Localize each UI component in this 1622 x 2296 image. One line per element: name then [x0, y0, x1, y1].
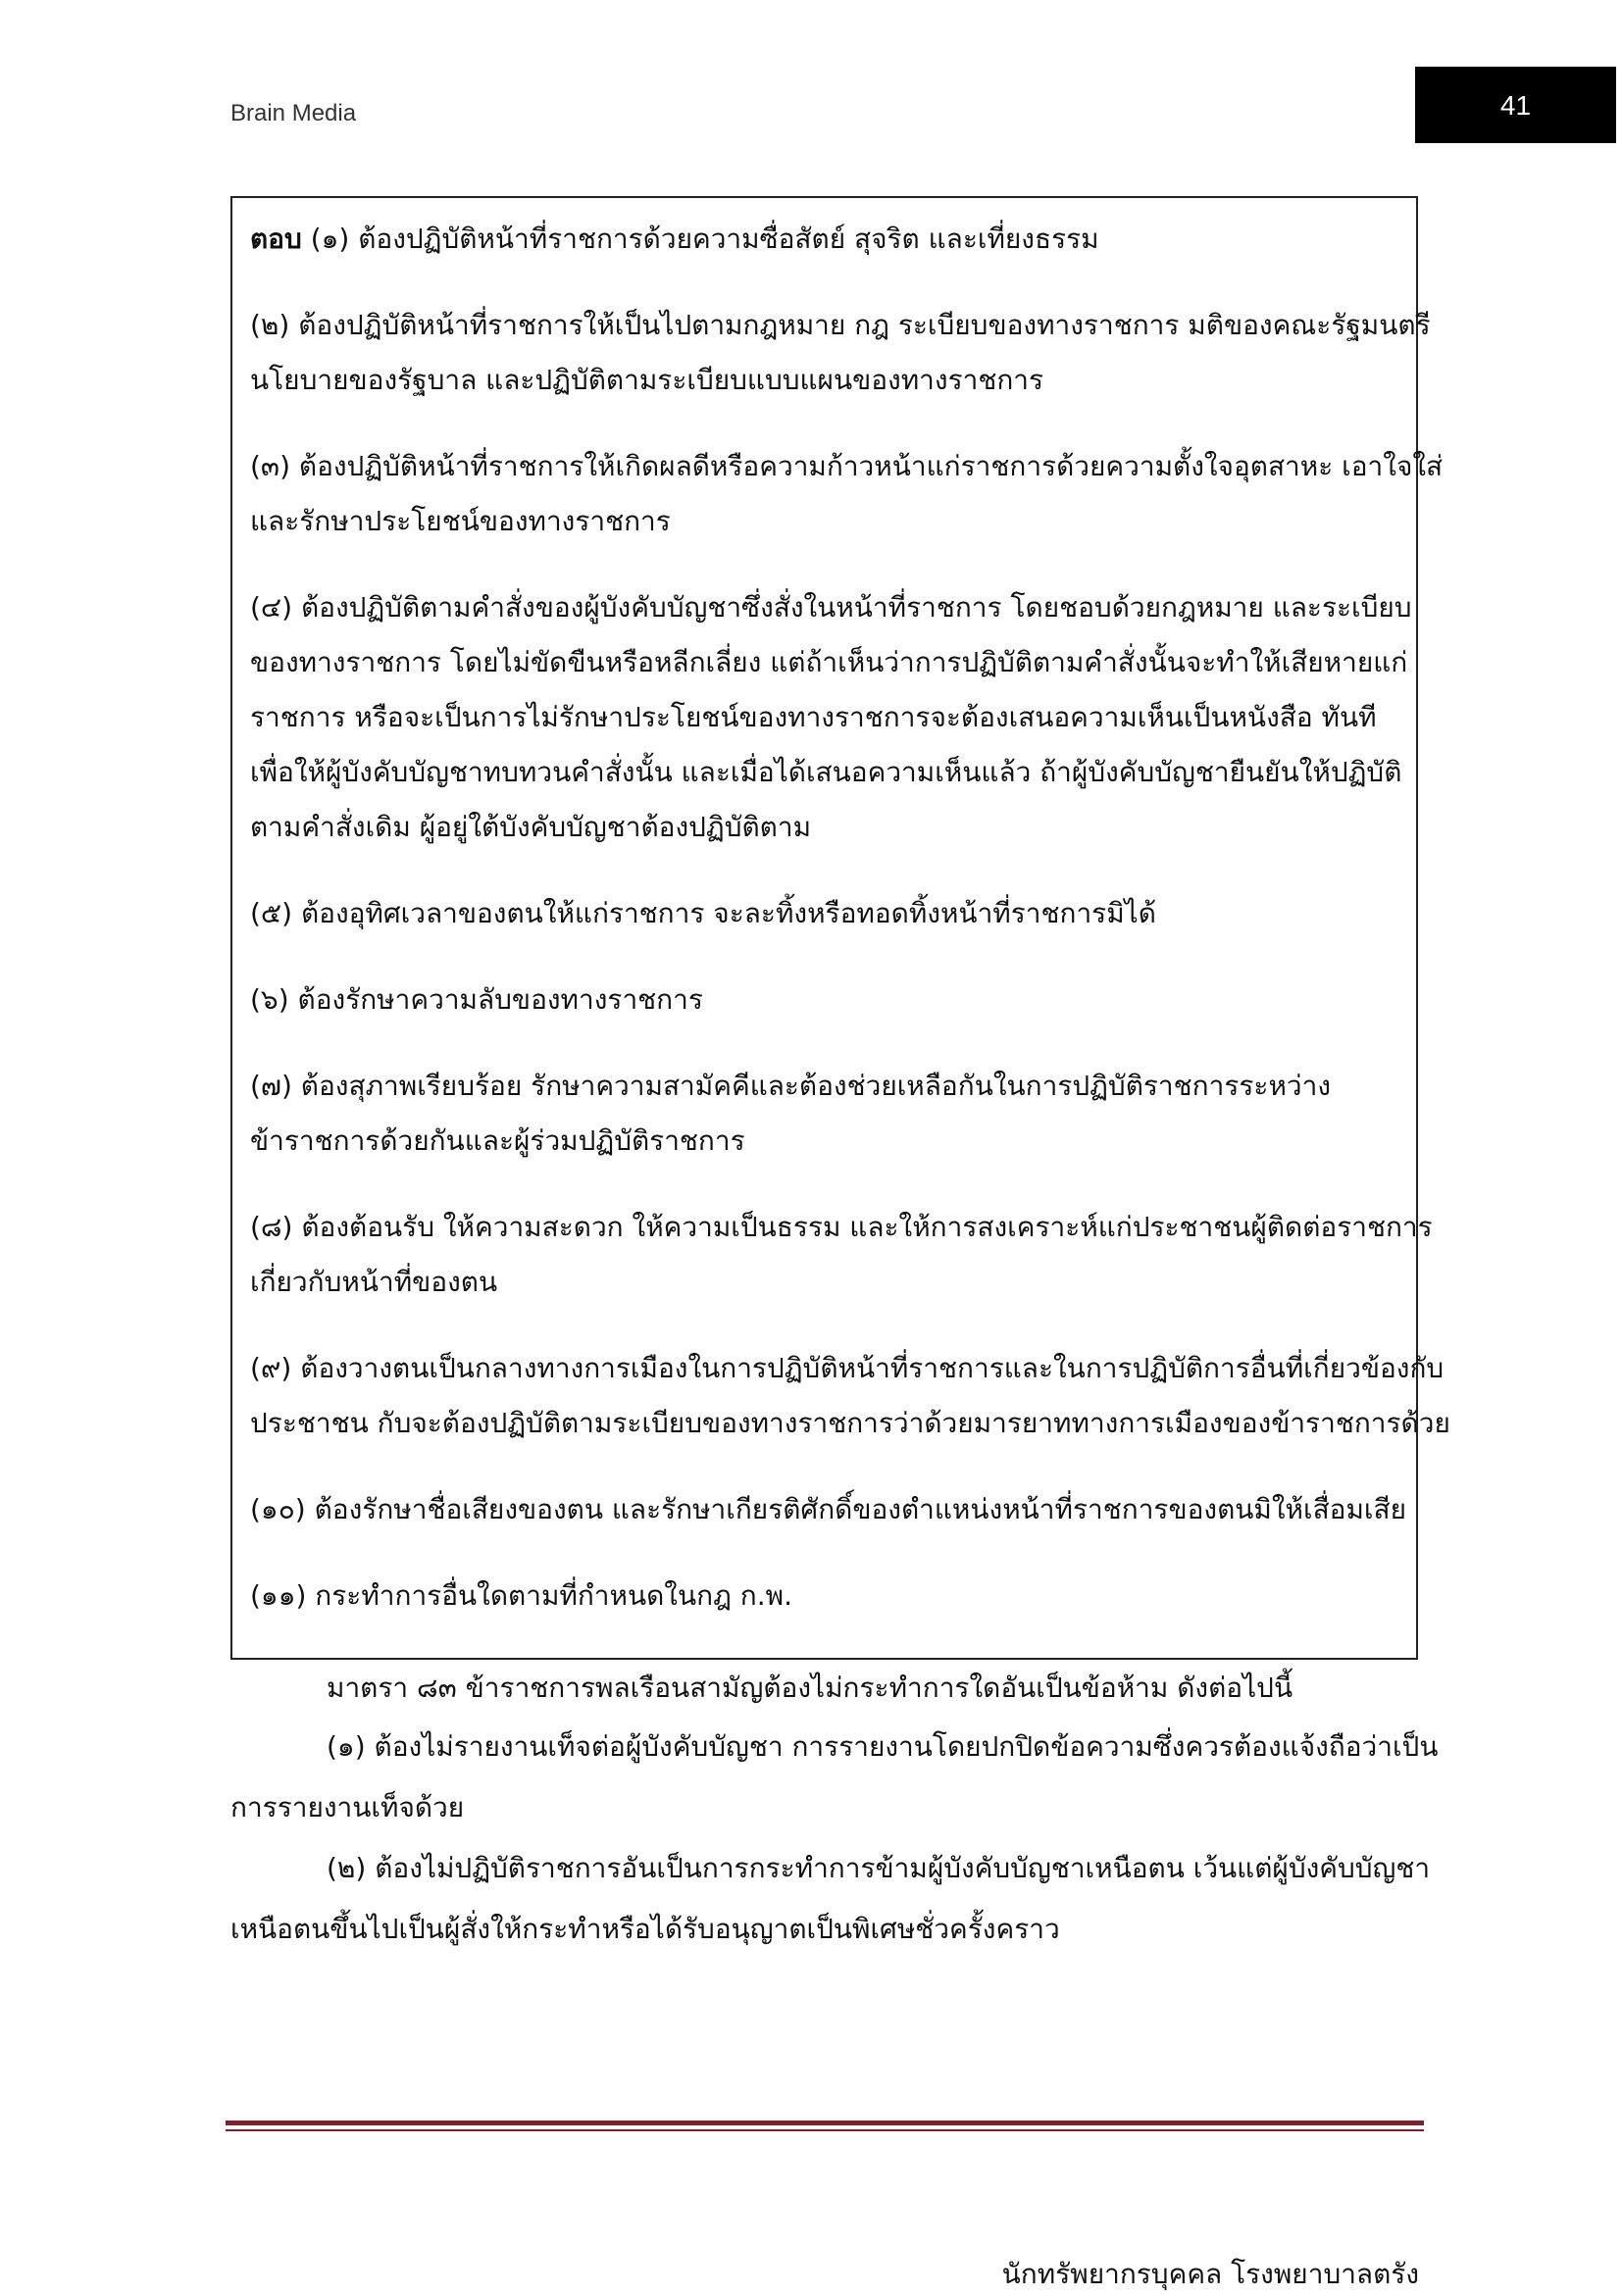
- answer-item-8-line-1: (๘) ต้องต้อนรับ ให้ความสะดวก ให้ความเป็นธรรม และให้การสงเคราะห์แก่ประชาชนผู้ติดต่อราชการ: [250, 1211, 1433, 1243]
- prohibition-1-line-2: การรายงานเท็จด้วย: [230, 1791, 465, 1823]
- answer-item-5: (๕) ต้องอุทิศเวลาของตนให้แก่ราชการ จะละทิ้งหรือทอดทิ้งหน้าที่ราชการมิได้: [250, 897, 1156, 929]
- footer-rule-thin: [226, 2129, 1424, 2131]
- answer-item-10: (๑๐) ต้องรักษาชื่อเสียงของตน และรักษาเกียรติศักดิ์ของตำแหน่งหน้าที่ราชการของตนมิให้เสื่อมเสีย: [250, 1493, 1406, 1525]
- answer-item-2-line-1: (๒) ต้องปฏิบัติหน้าที่ราชการให้เป็นไปตามกฎหมาย กฎ ระเบียบของทางราชการ มติของคณะรัฐมนตรี: [250, 309, 1431, 341]
- answer-item-8-line-2: เกี่ยวกับหน้าที่ของตน: [250, 1266, 498, 1298]
- brand-name: Brain Media: [230, 100, 357, 126]
- answer-item-4-line-3: ราชการ หรือจะเป็นการไม่รักษาประโยชน์ของทางราชการจะต้องเสนอความเห็นเป็นหนังสือ ทันที: [250, 701, 1377, 733]
- answer-item-4-line-4: เพื่อให้ผู้บังคับบัญชาทบทวนคำสั่งนั้น และเมื่อได้เสนอความเห็นแล้ว ถ้าผู้บังคับบัญชายืนยันให้ปฏิบัติ: [250, 756, 1402, 788]
- answer-item-4-line-1: (๔) ต้องปฏิบัติตามคำสั่งของผู้บังคับบัญชาซึ่งสั่งในหน้าที่ราชการ โดยชอบด้วยกฎหมาย และระเบียบ: [250, 591, 1412, 624]
- answer-item-3-line-1: (๓) ต้องปฏิบัติหน้าที่ราชการให้เกิดผลดีหรือความก้าวหน้าแก่ราชการด้วยความตั้งใจอุตสาหะ เอาใจใส่: [250, 450, 1444, 482]
- answer-item-7-line-1: (๗) ต้องสุภาพเรียบร้อย รักษาความสามัคคีและต้องช่วยเหลือกันในการปฏิบัติราชการระหว่าง: [250, 1070, 1332, 1102]
- answer-item-11: (๑๑) กระทำการอื่นใดตามที่กำหนดในกฎ ก.พ.: [250, 1579, 792, 1612]
- prohibition-2-line-1: (๒) ต้องไม่ปฏิบัติราชการอันเป็นการกระทำการข้ามผู้บังคับบัญชาเหนือตน เว้นแต่ผู้บังคับบัญชา: [327, 1852, 1431, 1884]
- answer-label: ตอบ: [250, 223, 302, 255]
- page-number: 41: [1415, 67, 1616, 143]
- answer-item-3-line-2: และรักษาประโยชน์ของทางราชการ: [250, 505, 671, 537]
- footer-organization: นักทรัพยากรบุคคล โรงพยาบาลตรัง: [1001, 2258, 1419, 2290]
- answer-box: [230, 196, 1450, 1660]
- answer-item-6: (๖) ต้องรักษาความลับของทางราชการ: [250, 983, 703, 1016]
- answer-item-2-line-2: นโยบายของรัฐบาล และปฏิบัติตามระเบียบแบบแผนของทางราชการ: [250, 364, 1044, 396]
- section-83-heading: มาตรา ๘๓ ข้าราชการพลเรือนสามัญต้องไม่กระทำการใดอันเป็นข้อห้าม ดังต่อไปนี้: [327, 1672, 1293, 1704]
- answer-item-9-line-2: ประชาชน กับจะต้องปฏิบัติตามระเบียบของทางราชการว่าด้วยมารยาททางการเมืองของข้าราชการด้วย: [250, 1407, 1450, 1439]
- answer-item-7-line-2: ข้าราชการด้วยกันและผู้ร่วมปฏิบัติราชการ: [250, 1124, 745, 1157]
- footer-rule-thick: [226, 2121, 1424, 2125]
- answer-item-9-line-1: (๙) ต้องวางตนเป็นกลางทางการเมืองในการปฏิบัติหน้าที่ราชการและในการปฏิบัติการอื่นที่เกี่ยวข้องกับ: [250, 1352, 1445, 1384]
- answer-item-1: ตอบ (๑) ต้องปฏิบัติหน้าที่ราชการด้วยความซื่อสัตย์ สุจริต และเที่ยงธรรม: [250, 223, 1099, 255]
- prohibition-2-line-2: เหนือตนขึ้นไปเป็นผู้สั่งให้กระทำหรือได้รับอนุญาตเป็นพิเศษชั่วครั้งคราว: [230, 1913, 1060, 1945]
- answer-item-4-line-2: ของทางราชการ โดยไม่ขัดขืนหรือหลีกเลี่ยง แต่ถ้าเห็นว่าการปฏิบัติตามคำสั่งนั้นจะทำให้เสียหายแก่: [250, 646, 1408, 678]
- answer-item-4-line-5: ตามคำสั่งเดิม ผู้อยู่ใต้บังคับบัญชาต้องปฏิบัติตาม: [250, 811, 812, 843]
- prohibition-1-line-1: (๑) ต้องไม่รายงานเท็จต่อผู้บังคับบัญชา การรายงานโดยปกปิดข้อความซึ่งควรต้องแจ้งถือว่าเป็น: [327, 1730, 1439, 1763]
